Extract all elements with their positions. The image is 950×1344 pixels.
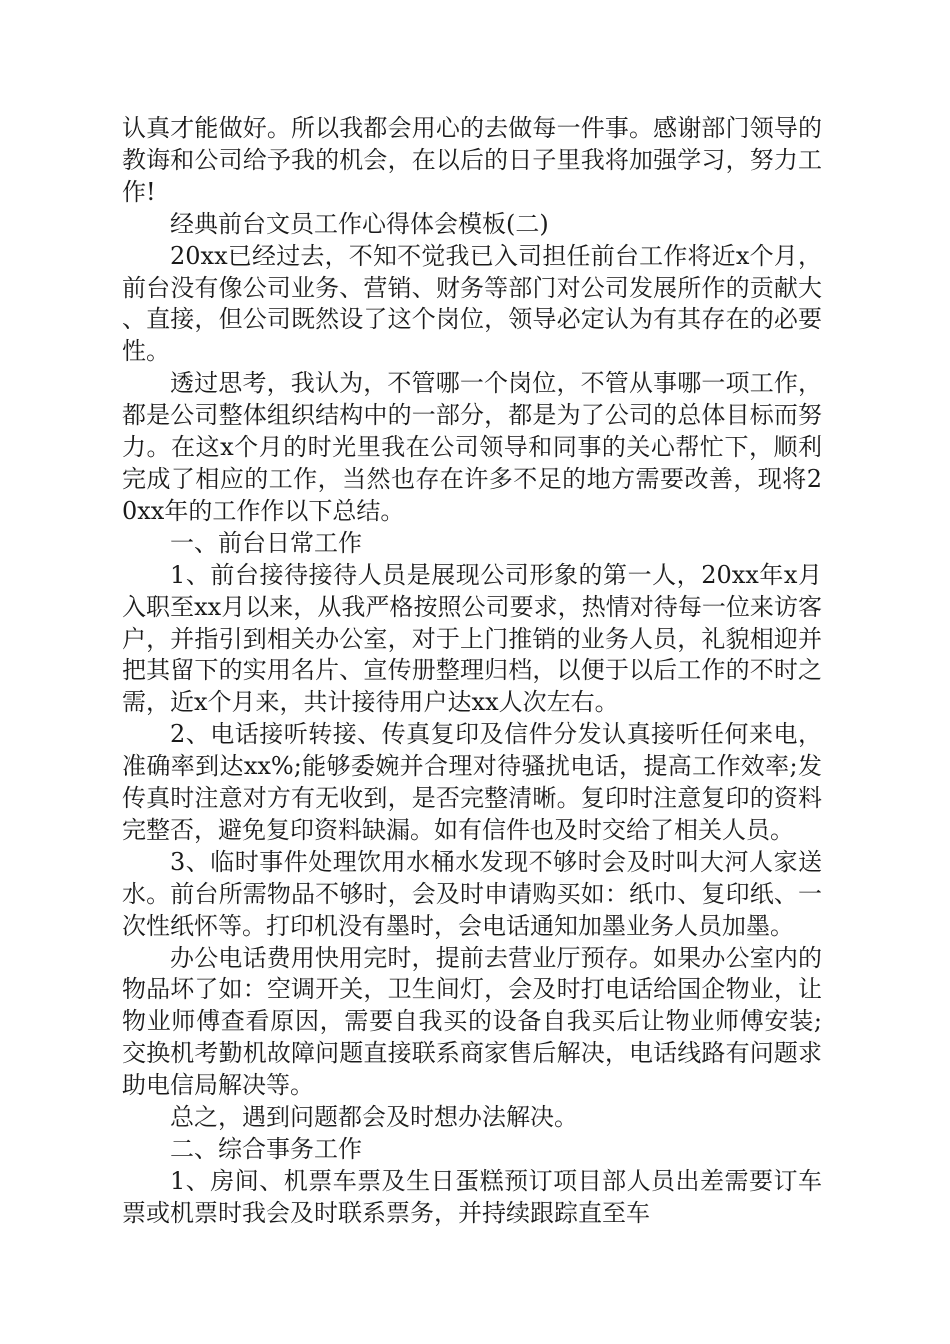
paragraph-temporary-events: 3、临时事件处理饮用水桶水发现不够时会及时叫大河人家送水。前台所需物品不够时，会及时申请购买如：纸巾、复印纸、一次性纸怀等。打印机没有墨时，会电话通知加墨业务人员加墨。 [122, 847, 822, 940]
section-title: 经典前台文员工作心得体会模板(二) [170, 209, 549, 238]
paragraph-2: 20xx已经过去，不知不觉我已入司担任前台工作将近x个月，前台没有像公司业务、营销、财务等部门对公司发展所作的贡献大、直接，但公司既然设了这个岗位，领导必定认为有其存在的必要性。 [122, 241, 822, 366]
paragraph-summary: 总之，遇到问题都会及时想办法解决。 [170, 1103, 578, 1132]
paragraph-office-phone: 办公电话费用快用完时，提前去营业厅预存。如果办公室内的物品坏了如：空调开关，卫生间灯，会及时打电话给国企物业，让物业师傅查看原因，需要自我买的设备自我买后让物业师傅安装;交换机考勤机故障问题直接联系商家售后解决，电话线路有问题求助电信局解决等。 [122, 943, 822, 1100]
paragraph-phone-fax: 2、电话接听转接、传真复印及信件分发认真接听任何来电，准确率到达xx%;能够委婉并合理对待骚扰电话，提高工作效率;发传真时注意对方有无收到，是否完整清晰。复印时注意复印的资料完整否，避免复印资料缺漏。如有信件也及时交给了相关人员。 [122, 720, 822, 844]
heading-front-desk-daily-work: 一、前台日常工作 [170, 528, 362, 557]
paragraph-1: 认真才能做好。所以我都会用心的去做每一件事。感谢部门领导的教诲和公司给予我的机会，在以后的日子里我将加强学习，努力工作! [122, 114, 822, 206]
document-body [122, 113, 822, 1230]
paragraph-3: 透过思考，我认为，不管哪一个岗位，不管从事哪一项工作，都是公司整体组织结构中的一部分，都是为了公司的总体目标而努力。在这x个月的时光里我在公司领导和同事的关心帮忙下，顺利完成了相应的工作，当然也存在许多不足的地方需要改善，现将20xx年的工作作以下总结。 [122, 369, 822, 525]
paragraph-reception: 1、前台接待接待人员是展现公司形象的第一人，20xx年x月入职至xx月以来，从我严格按照公司要求，热情对待每一位来访客户，并指引到相关办公室，对于上门推销的业务人员，礼貌相迎并把其留下的实用名片、宣传册整理归档，以便于以后工作的不时之需，近x个月来，共计接待用户达xx人次左右。 [122, 560, 822, 717]
heading-general-affairs: 二、综合事务工作 [170, 1135, 362, 1163]
paragraph-bookings: 1、房间、机票车票及生日蛋糕预订项目部人员出差需要订车票或机票时我会及时联系票务，并持续跟踪直至车 [122, 1166, 822, 1227]
